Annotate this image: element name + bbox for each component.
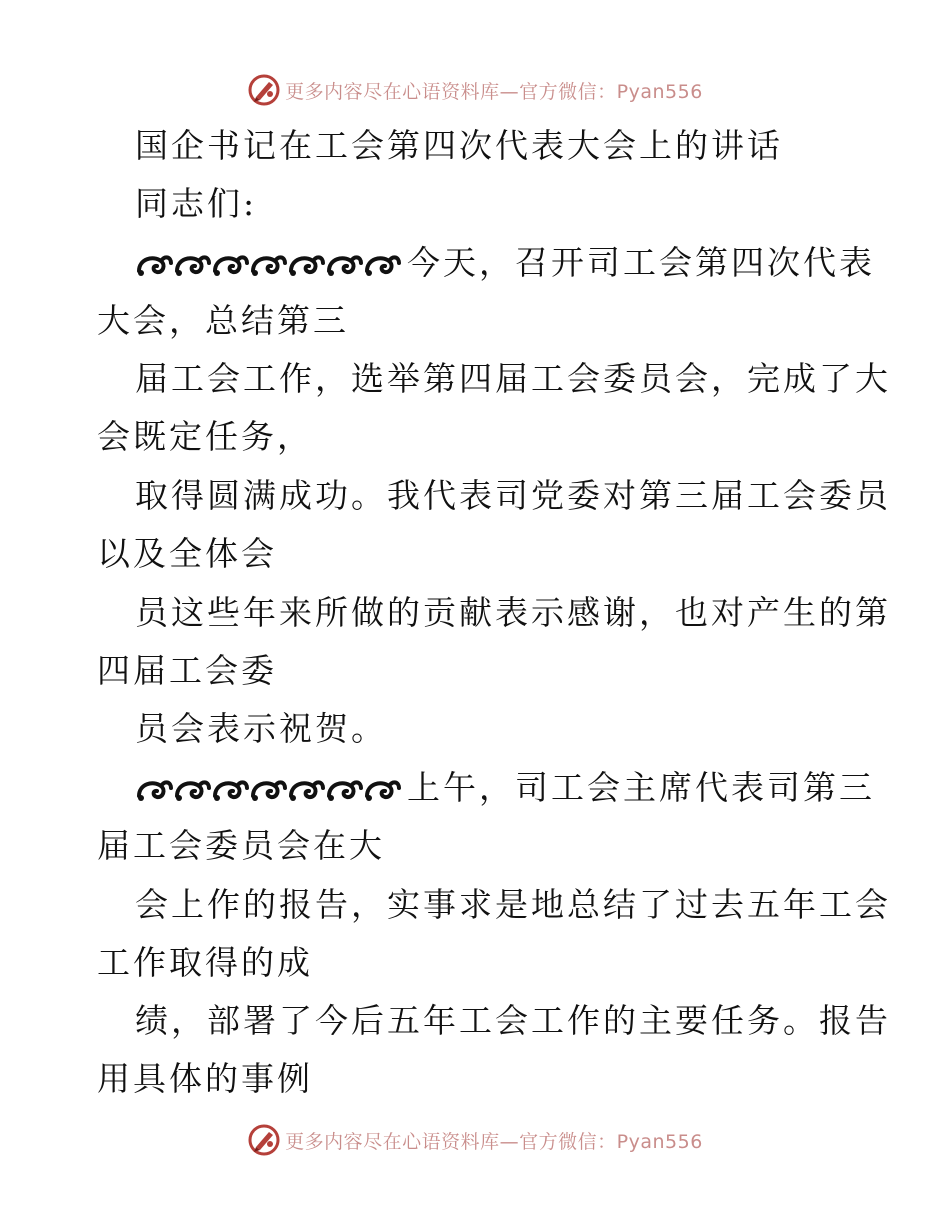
salutation: 同志们: xyxy=(135,184,258,223)
paragraph-line: 届工会工作，选举第四届工会委员会，完成了大 xyxy=(135,359,891,398)
paragraph-line: 员这些年来所做的贡献表示感谢，也对产生的第 xyxy=(135,593,891,632)
paragraph-line: 工作取得的成 xyxy=(97,943,313,982)
paragraph-line: 届工会委员会在大 xyxy=(97,826,385,865)
paragraph-line: 会既定任务， xyxy=(97,417,313,456)
paragraph-line xyxy=(135,760,875,816)
paragraph-line: 以及全体会 xyxy=(97,534,277,573)
paragraph-line: 四届工会委 xyxy=(97,651,277,690)
header-banner xyxy=(0,70,950,110)
paragraph-line: 取得圆满成功。我代表司党委对第三届工会委员 xyxy=(135,476,891,515)
paragraph-line: 绩，部署了今后五年工会工作的主要任务。报告 xyxy=(135,1001,891,1040)
pen-heart-logo-icon xyxy=(247,1123,281,1157)
pen-heart-logo-icon xyxy=(247,73,281,107)
paragraph-line xyxy=(135,235,875,291)
paragraph-line: 大会，总结第三 xyxy=(97,301,349,340)
document-title: 国企书记在工会第四次代表大会上的讲话 xyxy=(135,126,783,165)
footer-banner xyxy=(0,1120,950,1160)
swirl-ornament-icon xyxy=(135,770,405,810)
paragraph-line: 会上作的报告，实事求是地总结了过去五年工会 xyxy=(135,885,891,924)
swirl-ornament-icon xyxy=(135,245,405,285)
header-banner-text: 更多内容尽在心语资料库—官方微信：Pyan556 xyxy=(285,80,703,103)
paragraph-line: 员会表示祝贺。 xyxy=(135,709,387,748)
paragraph-line: 用具体的事例 xyxy=(97,1059,313,1098)
paragraph-text: 今天，召开司工会第四次代表 xyxy=(407,243,875,282)
footer-banner-text: 更多内容尽在心语资料库—官方微信：Pyan556 xyxy=(285,1130,703,1153)
paragraph-text: 上午，司工会主席代表司第三 xyxy=(407,768,875,807)
